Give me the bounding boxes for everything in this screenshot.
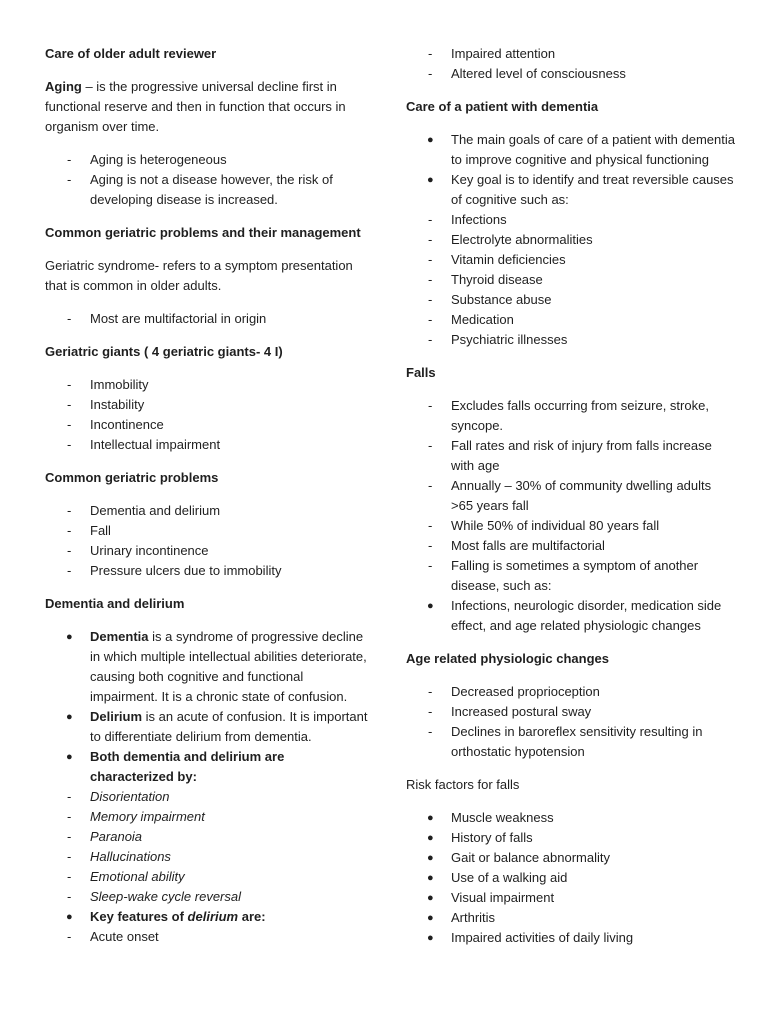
dash-marker: - — [428, 252, 433, 267]
dash-marker: - — [67, 809, 72, 824]
list-item-text: Incontinence — [90, 417, 164, 432]
dementia-delirium-list — [45, 627, 370, 947]
list-item — [406, 722, 736, 762]
bullet-marker: ● — [427, 832, 434, 844]
dementia-delirium-heading: Dementia and delirium — [45, 596, 185, 611]
list-item-text: Fall — [90, 523, 111, 538]
risk-factors-list — [406, 808, 736, 948]
list-item — [406, 536, 736, 556]
geriatric-giants-heading: Geriatric giants ( 4 geriatric giants- 4 I) — [45, 344, 283, 359]
list-item — [406, 848, 736, 868]
dash-marker: - — [428, 438, 433, 453]
bullet-marker: ● — [66, 751, 73, 763]
falls-list — [406, 396, 736, 636]
dash-marker: - — [67, 829, 72, 844]
dash-marker: - — [67, 437, 72, 452]
list-item-text: Fall rates and risk of injury from falls increase with age — [451, 438, 712, 473]
list-item — [45, 395, 370, 415]
list-item-text: Gait or balance abnormality — [451, 850, 610, 865]
dementia-care-list — [406, 130, 736, 350]
falls-heading: Falls — [406, 365, 436, 380]
list-item-text: Most falls are multifactorial — [451, 538, 605, 553]
list-item — [406, 908, 736, 928]
list-item — [45, 847, 370, 867]
dash-marker: - — [428, 704, 433, 719]
list-item — [406, 516, 736, 536]
list-item — [45, 170, 370, 210]
list-item-text: Falling is sometimes a symptom of another disease, such as: — [451, 558, 699, 593]
dash-marker: - — [428, 232, 433, 247]
list-item — [406, 682, 736, 702]
list-item-text: Thyroid disease — [451, 272, 543, 287]
list-item — [45, 415, 370, 435]
list-item-text: Paranoia — [90, 829, 143, 844]
syndrome-points-list — [45, 309, 370, 329]
list-item — [406, 828, 736, 848]
list-item-text: Intellectual impairment — [90, 437, 221, 452]
aging-points-list — [45, 150, 370, 210]
dash-marker: - — [67, 503, 72, 518]
dash-marker: - — [428, 46, 433, 61]
list-item-text: Decreased proprioception — [451, 684, 600, 699]
aging-definition — [45, 77, 370, 137]
list-item-text: While 50% of individual 80 years fall — [451, 518, 660, 533]
dash-marker: - — [428, 538, 433, 553]
list-item — [406, 170, 736, 210]
dash-marker: - — [67, 377, 72, 392]
dash-marker: - — [428, 272, 433, 287]
list-item — [45, 561, 370, 581]
dash-marker: - — [67, 929, 72, 944]
list-item — [406, 290, 736, 310]
key-features-term: delirium — [187, 909, 239, 924]
list-item-text: Disorientation — [90, 789, 170, 804]
key-features-prefix: Key features of — [90, 909, 188, 924]
list-item-text: Electrolyte abnormalities — [451, 232, 593, 247]
list-item — [406, 250, 736, 270]
list-item — [45, 747, 370, 787]
list-item-text: Hallucinations — [90, 849, 171, 864]
list-item — [45, 501, 370, 521]
list-item — [406, 888, 736, 908]
dash-marker: - — [428, 332, 433, 347]
list-item — [406, 596, 736, 636]
aging-definition-text: – is the progressive universal decline first in functional reserve and then in function that occurs in organism over time. — [45, 79, 346, 134]
dash-marker: - — [428, 724, 433, 739]
list-item-text: is a syndrome of progressive decline in which multiple intellectual abilities deteriorate, causing both cognitive and functional impairment. It is a chronic state of confusion. — [90, 629, 367, 704]
dash-marker: - — [428, 518, 433, 533]
list-item — [45, 541, 370, 561]
list-item-text: Increased postural sway — [451, 704, 592, 719]
list-item-text: Vitamin deficiencies — [451, 252, 566, 267]
dash-marker: - — [428, 292, 433, 307]
list-item-text: Memory impairment — [90, 809, 205, 824]
list-item — [406, 64, 736, 84]
list-item — [45, 309, 370, 329]
dash-marker: - — [67, 397, 72, 412]
list-item-text: Sleep-wake cycle reversal — [90, 889, 242, 904]
list-item-text: Use of a walking aid — [451, 870, 568, 885]
list-item — [45, 707, 370, 747]
bullet-marker: ● — [66, 911, 73, 923]
dash-marker: - — [428, 312, 433, 327]
dash-marker: - — [67, 849, 72, 864]
bullet-marker: ● — [427, 932, 434, 944]
list-item — [45, 375, 370, 395]
bullet-marker: ● — [66, 631, 73, 643]
dash-marker: - — [67, 523, 72, 538]
list-item-text: Most are multifactorial in origin — [90, 311, 267, 326]
dash-marker: - — [67, 172, 72, 187]
physiologic-changes-list — [406, 682, 736, 762]
dash-marker: - — [67, 543, 72, 558]
list-item-text: Declines in baroreflex sensitivity resulting in orthostatic hypotension — [451, 724, 703, 759]
list-item — [406, 436, 736, 476]
list-item — [45, 907, 370, 927]
bullet-marker: ● — [66, 711, 73, 723]
list-item — [45, 521, 370, 541]
list-item-text: is an acute of confusion. It is important to differentiate delirium from dementia. — [90, 709, 368, 744]
dash-marker: - — [428, 684, 433, 699]
key-features-continued-list — [406, 44, 736, 84]
bullet-marker: ● — [427, 852, 434, 864]
list-item — [45, 867, 370, 887]
list-item-text: Emotional ability — [90, 869, 185, 884]
list-item-text: The main goals of care of a patient with dementia to improve cognitive and physical functioning — [451, 132, 735, 167]
list-item-text: Arthritis — [451, 910, 496, 925]
list-item — [45, 150, 370, 170]
list-item-text: Key goal is to identify and treat reversible causes of cognitive such as: — [451, 172, 734, 207]
list-item-text: Excludes falls occurring from seizure, stroke, syncope. — [451, 398, 709, 433]
list-item — [406, 310, 736, 330]
list-item — [45, 807, 370, 827]
list-item-text: Both dementia and delirium are characterized by: — [90, 749, 285, 784]
list-item-text: Medication — [451, 312, 514, 327]
list-item-text: Acute onset — [90, 929, 159, 944]
list-item-text: Dementia and delirium — [90, 503, 221, 518]
dash-marker: - — [428, 212, 433, 227]
list-item-text: Aging is not a disease however, the risk of developing disease is increased. — [90, 172, 333, 207]
list-item-text: Annually – 30% of community dwelling adults >65 years fall — [451, 478, 712, 513]
bullet-marker: ● — [427, 600, 434, 612]
list-item — [406, 928, 736, 948]
list-item-text: Infections, neurologic disorder, medication side effect, and age related physiologic changes — [451, 598, 722, 633]
list-item — [45, 887, 370, 907]
geriatric-syndrome-definition: Geriatric syndrome- refers to a symptom presentation that is common in older adults. — [45, 258, 353, 293]
list-item — [406, 808, 736, 828]
list-item-text: Immobility — [90, 377, 149, 392]
list-item — [406, 476, 736, 516]
dash-marker: - — [67, 563, 72, 578]
bullet-marker: ● — [427, 812, 434, 824]
common-problems-heading: Common geriatric problems and their management — [45, 225, 361, 240]
bullet-marker: ● — [427, 872, 434, 884]
list-item — [406, 556, 736, 596]
list-item — [45, 827, 370, 847]
list-item — [406, 702, 736, 722]
dash-marker: - — [428, 398, 433, 413]
list-item — [406, 230, 736, 250]
list-item-text: Pressure ulcers due to immobility — [90, 563, 282, 578]
list-item-text: Visual impairment — [451, 890, 555, 905]
list-item — [406, 868, 736, 888]
dash-marker: - — [67, 311, 72, 326]
right-column — [406, 44, 736, 948]
delirium-term: Delirium — [90, 709, 143, 724]
bullet-marker: ● — [427, 912, 434, 924]
list-item — [406, 270, 736, 290]
dash-marker: - — [428, 478, 433, 493]
list-item-text: Psychiatric illnesses — [451, 332, 568, 347]
list-item — [406, 210, 736, 230]
dementia-care-heading: Care of a patient with dementia — [406, 99, 599, 114]
dash-marker: - — [67, 869, 72, 884]
bullet-marker: ● — [427, 134, 434, 146]
aging-term: Aging — [45, 79, 82, 94]
dash-marker: - — [428, 558, 433, 573]
list-item-text: Impaired activities of daily living — [451, 930, 634, 945]
dash-marker: - — [67, 417, 72, 432]
list-item-text: Muscle weakness — [451, 810, 554, 825]
list-item-text: Altered level of consciousness — [451, 66, 626, 81]
list-item — [45, 927, 370, 947]
document-title: Care of older adult reviewer — [45, 46, 217, 61]
list-item — [45, 787, 370, 807]
key-features-suffix: are: — [238, 909, 266, 924]
list-item — [406, 396, 736, 436]
list-item — [406, 330, 736, 350]
dash-marker: - — [67, 889, 72, 904]
list-item — [406, 44, 736, 64]
bullet-marker: ● — [427, 892, 434, 904]
list-item — [406, 130, 736, 170]
risk-factors-heading: Risk factors for falls — [406, 777, 520, 792]
common-problems-list — [45, 501, 370, 581]
left-column — [45, 44, 370, 947]
list-item — [45, 435, 370, 455]
list-item-text: Aging is heterogeneous — [90, 152, 227, 167]
list-item-text: Substance abuse — [451, 292, 552, 307]
common-geriatric-problems-heading: Common geriatric problems — [45, 470, 219, 485]
dash-marker: - — [428, 66, 433, 81]
list-item-text: Urinary incontinence — [90, 543, 209, 558]
dash-marker: - — [67, 789, 72, 804]
list-item-text: History of falls — [451, 830, 533, 845]
dash-marker: - — [67, 152, 72, 167]
physiologic-changes-heading: Age related physiologic changes — [406, 651, 609, 666]
list-item-text: Impaired attention — [451, 46, 556, 61]
list-item — [45, 627, 370, 707]
dementia-term: Dementia — [90, 629, 149, 644]
geriatric-giants-list — [45, 375, 370, 455]
bullet-marker: ● — [427, 174, 434, 186]
list-item-text: Infections — [451, 212, 507, 227]
list-item-text: Instability — [90, 397, 145, 412]
